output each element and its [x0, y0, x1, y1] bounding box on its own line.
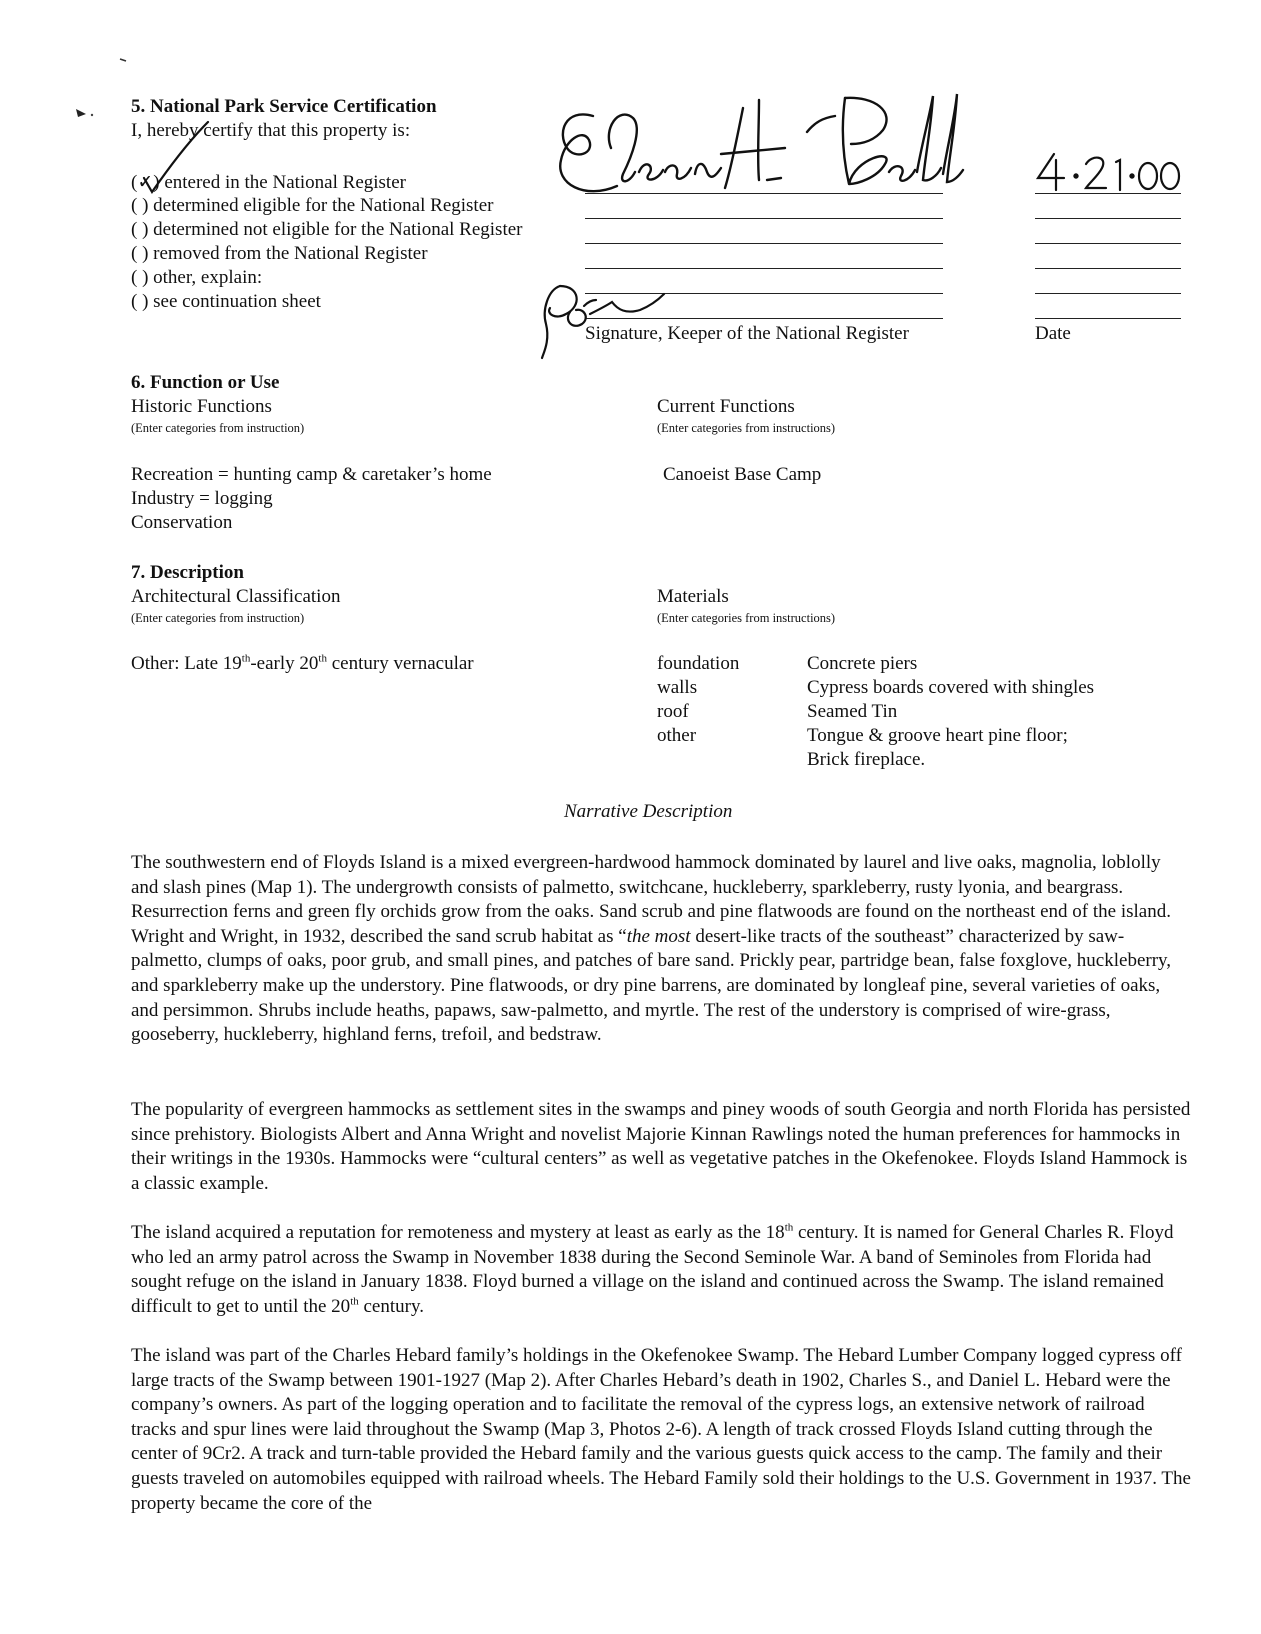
- material-value: Seamed Tin: [807, 701, 898, 722]
- historic-function-item: Conservation: [131, 512, 233, 533]
- option-continuation[interactable]: [131, 291, 321, 313]
- option-other[interactable]: [131, 267, 262, 289]
- option-label: determined not eligible for the National Register: [153, 219, 523, 240]
- certification-intro: I, hereby certify that this property is:: [131, 120, 411, 141]
- material-value: Tongue & groove heart pine floor;: [807, 725, 1068, 746]
- material-key: foundation: [657, 653, 740, 674]
- signature-caption: Signature, Keeper of the National Register: [585, 323, 909, 344]
- date-line: [1035, 268, 1181, 269]
- stray-mark-icon: [118, 55, 130, 65]
- check-mark-icon: [136, 120, 216, 200]
- architectural-classification-value: Other: Late 19th-early 20th century vernacular: [131, 652, 474, 674]
- material-key: walls: [657, 677, 698, 698]
- narrative-paragraph-4: The island was part of the Charles Hebard family’s holdings in the Okefenokee Swamp. The Hebard Lumber Company logged cypress off large tracts of the Swamp between 1901-1927 (Map 2). After Charles Hebard’s death in 1902, Charles S., and Daniel L. Hebard were the company’s owners. As part of the logging operation and to facilitate the removal of the cypress logs, an extensive network of railroad tracks and spur lines were laid throughout the Swamp (Map 3, Photos 2-6). A length of track crossed Floyds Island cutting through the center of 9Cr2. A track and turn-table provided the Hebard family and the various guests quick access to the camp. The family and their guests traveled on automobiles equipped with railroad wheels. The Hebard Family sold their holdings to the U.S. Government in 1937. The property became the core of the: [131, 1345, 1191, 1514]
- option-label: other, explain:: [153, 267, 263, 288]
- option-label: see continuation sheet: [153, 291, 321, 312]
- current-function-item: Canoeist Base Camp: [663, 464, 822, 485]
- material-value: Brick fireplace.: [807, 749, 926, 770]
- signature-line: [585, 243, 943, 244]
- materials-hint: (Enter categories from instructions): [657, 611, 836, 625]
- material-key: other: [657, 725, 697, 746]
- option-removed[interactable]: [131, 243, 428, 265]
- narrative-title: Narrative Description: [564, 801, 733, 822]
- option-not-eligible[interactable]: [131, 219, 523, 241]
- historic-function-item: Recreation = hunting camp & caretaker’s home: [131, 464, 492, 485]
- option-label: removed from the National Register: [153, 243, 428, 264]
- option-label: entered in the National Register: [164, 172, 406, 193]
- materials-label: Materials: [657, 586, 729, 607]
- material-value: Cypress boards covered with shingles: [807, 677, 1095, 698]
- option-box: ( ): [131, 267, 149, 288]
- option-label: determined eligible for the National Register: [153, 195, 494, 216]
- date-caption: Date: [1035, 323, 1071, 344]
- architectural-classification-label: Architectural Classification: [131, 586, 341, 607]
- date-line: [1035, 243, 1181, 244]
- certification-heading: 5. National Park Service Certification: [131, 96, 437, 117]
- date-line: [1035, 218, 1181, 219]
- date-line: [1035, 293, 1181, 294]
- architectural-classification-hint: (Enter categories from instruction): [131, 611, 305, 625]
- signature-line: [585, 268, 943, 269]
- narrative-paragraph-3: The island acquired a reputation for remoteness and mystery at least as early as the 18th century. It is named for General Charles R. Floyd who led an army patrol across the Swamp in November 1838 during the Second Seminole War. A band of Seminoles from Florida had sought refuge on the island in January 1838. Floyd burned a village on the island and continued across the Swamp. The island remained difficult to get to until the 20th century.: [131, 1221, 1174, 1317]
- option-box: ( ): [131, 243, 149, 264]
- narrative-paragraph-1: The southwestern end of Floyds Island is a mixed evergreen-hardwood hammock dominated by laurel and live oaks, magnolia, loblolly and slash pines (Map 1). The undergrowth consists of palmetto, switchcane, huckleberry, sparkleberry, rusty lyonia, and beargrass. Resurrection ferns and green fly orchids grow from the oaks. Sand scrub and pine flatwoods are found on the northeast end of the island. Wright and Wright, in 1932, described the sand scrub habitat as “the most desert-like tracts of the southeast” characterized by saw-palmetto, clumps of oaks, poor grub, and small pines, and patches of bare sand. Prickly pear, partridge bean, false foxglove, huckleberry, and sparkleberry make up the understory. Pine flatwoods, or dry pine barrens, are dominated by longleaf pine, several varieties of oaks, and persimmon. Shrubs include heaths, papaws, saw-palmetto, and myrtle. The rest of the understory is comprised of wire-grass, gooseberry, huckleberry, highland ferns, trefoil, and bedstraw.: [131, 852, 1172, 1046]
- narrative-paragraph-2: The popularity of evergreen hammocks as settlement sites in the swamps and piney woods of south Georgia and north Florida has persisted since prehistory. Biologists Albert and Anna Wright and novelist Majorie Kinnan Rawlings noted the human preferences for hammocks in their writings in the 1930s. Hammocks were “cultural centers” as well as vegetative patches in the Okefenokee. Floyds Island Hammock is a classic example.: [131, 1099, 1191, 1194]
- current-functions-hint: (Enter categories from instructions): [657, 421, 836, 435]
- material-key: roof: [657, 701, 689, 722]
- historic-functions-hint: (Enter categories from instruction): [131, 421, 305, 435]
- handwritten-date: [1032, 150, 1182, 196]
- historic-functions-label: Historic Functions: [131, 396, 272, 417]
- option-box: ( ): [131, 195, 149, 216]
- date-line: [1035, 318, 1181, 319]
- signature-line: [585, 218, 943, 219]
- material-value: Concrete piers: [807, 653, 918, 674]
- handwritten-initials: [540, 280, 690, 360]
- option-box: ( ): [131, 219, 149, 240]
- option-box: ( ): [131, 291, 149, 312]
- historic-function-item: Industry = logging: [131, 488, 273, 509]
- margin-arrow-icon: [74, 106, 96, 120]
- description-heading: 7. Description: [131, 562, 244, 583]
- option-box: (✓): [131, 172, 160, 193]
- handwritten-signature: [545, 88, 965, 208]
- function-heading: 6. Function or Use: [131, 372, 280, 393]
- current-functions-label: Current Functions: [657, 396, 795, 417]
